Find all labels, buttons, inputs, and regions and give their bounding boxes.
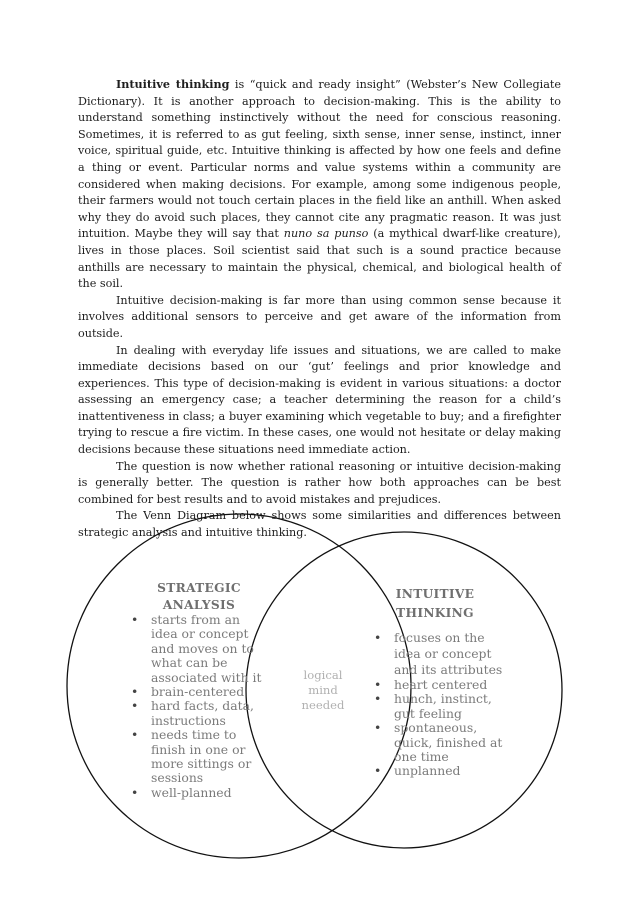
paragraph-venn-intro: The Venn Diagram below shows some similarities and differences between strategic analysis and intuitive thinking. (78, 509, 561, 540)
intuitive-thinking-list (374, 630, 504, 779)
venn-intersection-label: logical mind needed (301, 668, 345, 712)
list-item: • hunch, instinct, gut feeling (374, 692, 504, 721)
paragraph-common-sense: Intuitive decision-making is far more than using common sense because it involves additional sensors to perceive and get aware of the information from outside. (78, 293, 561, 340)
list-item: • heart centered (374, 678, 504, 692)
strategic-analysis-list (131, 613, 269, 800)
paragraph-intuitive-thinking: Intuitive thinking is “quick and ready insight” (Webster’s New Collegiate Dictionary). It is another approach to decision-making. This is the ability to understand something instinctively without the need for conscious reasoning. Sometimes, it is referred to as gut feeling, sixth sense, inner sense, instinct, inner voice, spiritual guide, etc. Intuitive thinking is affected by how one feels and define a thing or event. Particular norms and value systems within a community are considered when making decisions. For example, among some indigenous people, their farmers would not touch certain places in the field like an anthill. When asked why they do avoid such places, they cannot cite any pragmatic reason. It was just intuition. Maybe they will say that nuno sa punso (a mythical dwarf-like creature), lives in those places. Soil scientist said that such is a sound practice because anthills are necessary to maintain the physical, chemical, and biological health of the soil. (78, 77, 561, 291)
term-intuitive-thinking: Intuitive thinking (116, 77, 230, 91)
list-item: • hard facts, data, instructions (131, 699, 269, 728)
list-item: • unplanned (374, 764, 504, 778)
list-item: • spontaneous, quick, finished at one time (374, 721, 504, 764)
list-item: • well-planned (131, 786, 269, 800)
list-item: • brain-centered (131, 685, 269, 699)
list-item: • focuses on the idea or concept and its attributes (374, 630, 504, 678)
paragraph-everyday-decisions: In dealing with everyday life issues and situations, we are called to make immediate decisions based on our ‘gut’ feelings and prior knowledge and experiences. This type of decision-making is evident in various situations: a doctor assessing an emergency case; a teacher determining the reason for a child’s inattentiveness in class; a buyer examining which vegetable to buy; and a firefighter trying to rescue a fire victim. In these cases, one would not hesitate or delay making decisions because these situations need immediate action. (78, 343, 561, 457)
strategic-analysis-title: STRATEGIC ANALYSIS (157, 581, 241, 612)
intuitive-thinking-title: INTUITIVE THINKING (395, 587, 475, 620)
paragraph-question: The question is now whether rational reasoning or intuitive decision-making is generally better. The question is rather how both approaches can be best combined for best results and to avoid mistakes and prejudices. (78, 459, 561, 506)
list-item: • needs time to finish in one or more sittings or sessions (131, 728, 269, 786)
term-nuno-sa-punso: nuno sa punso (283, 227, 369, 241)
list-item: • starts from an idea or concept and moves on to what can be associated with it (131, 613, 269, 685)
